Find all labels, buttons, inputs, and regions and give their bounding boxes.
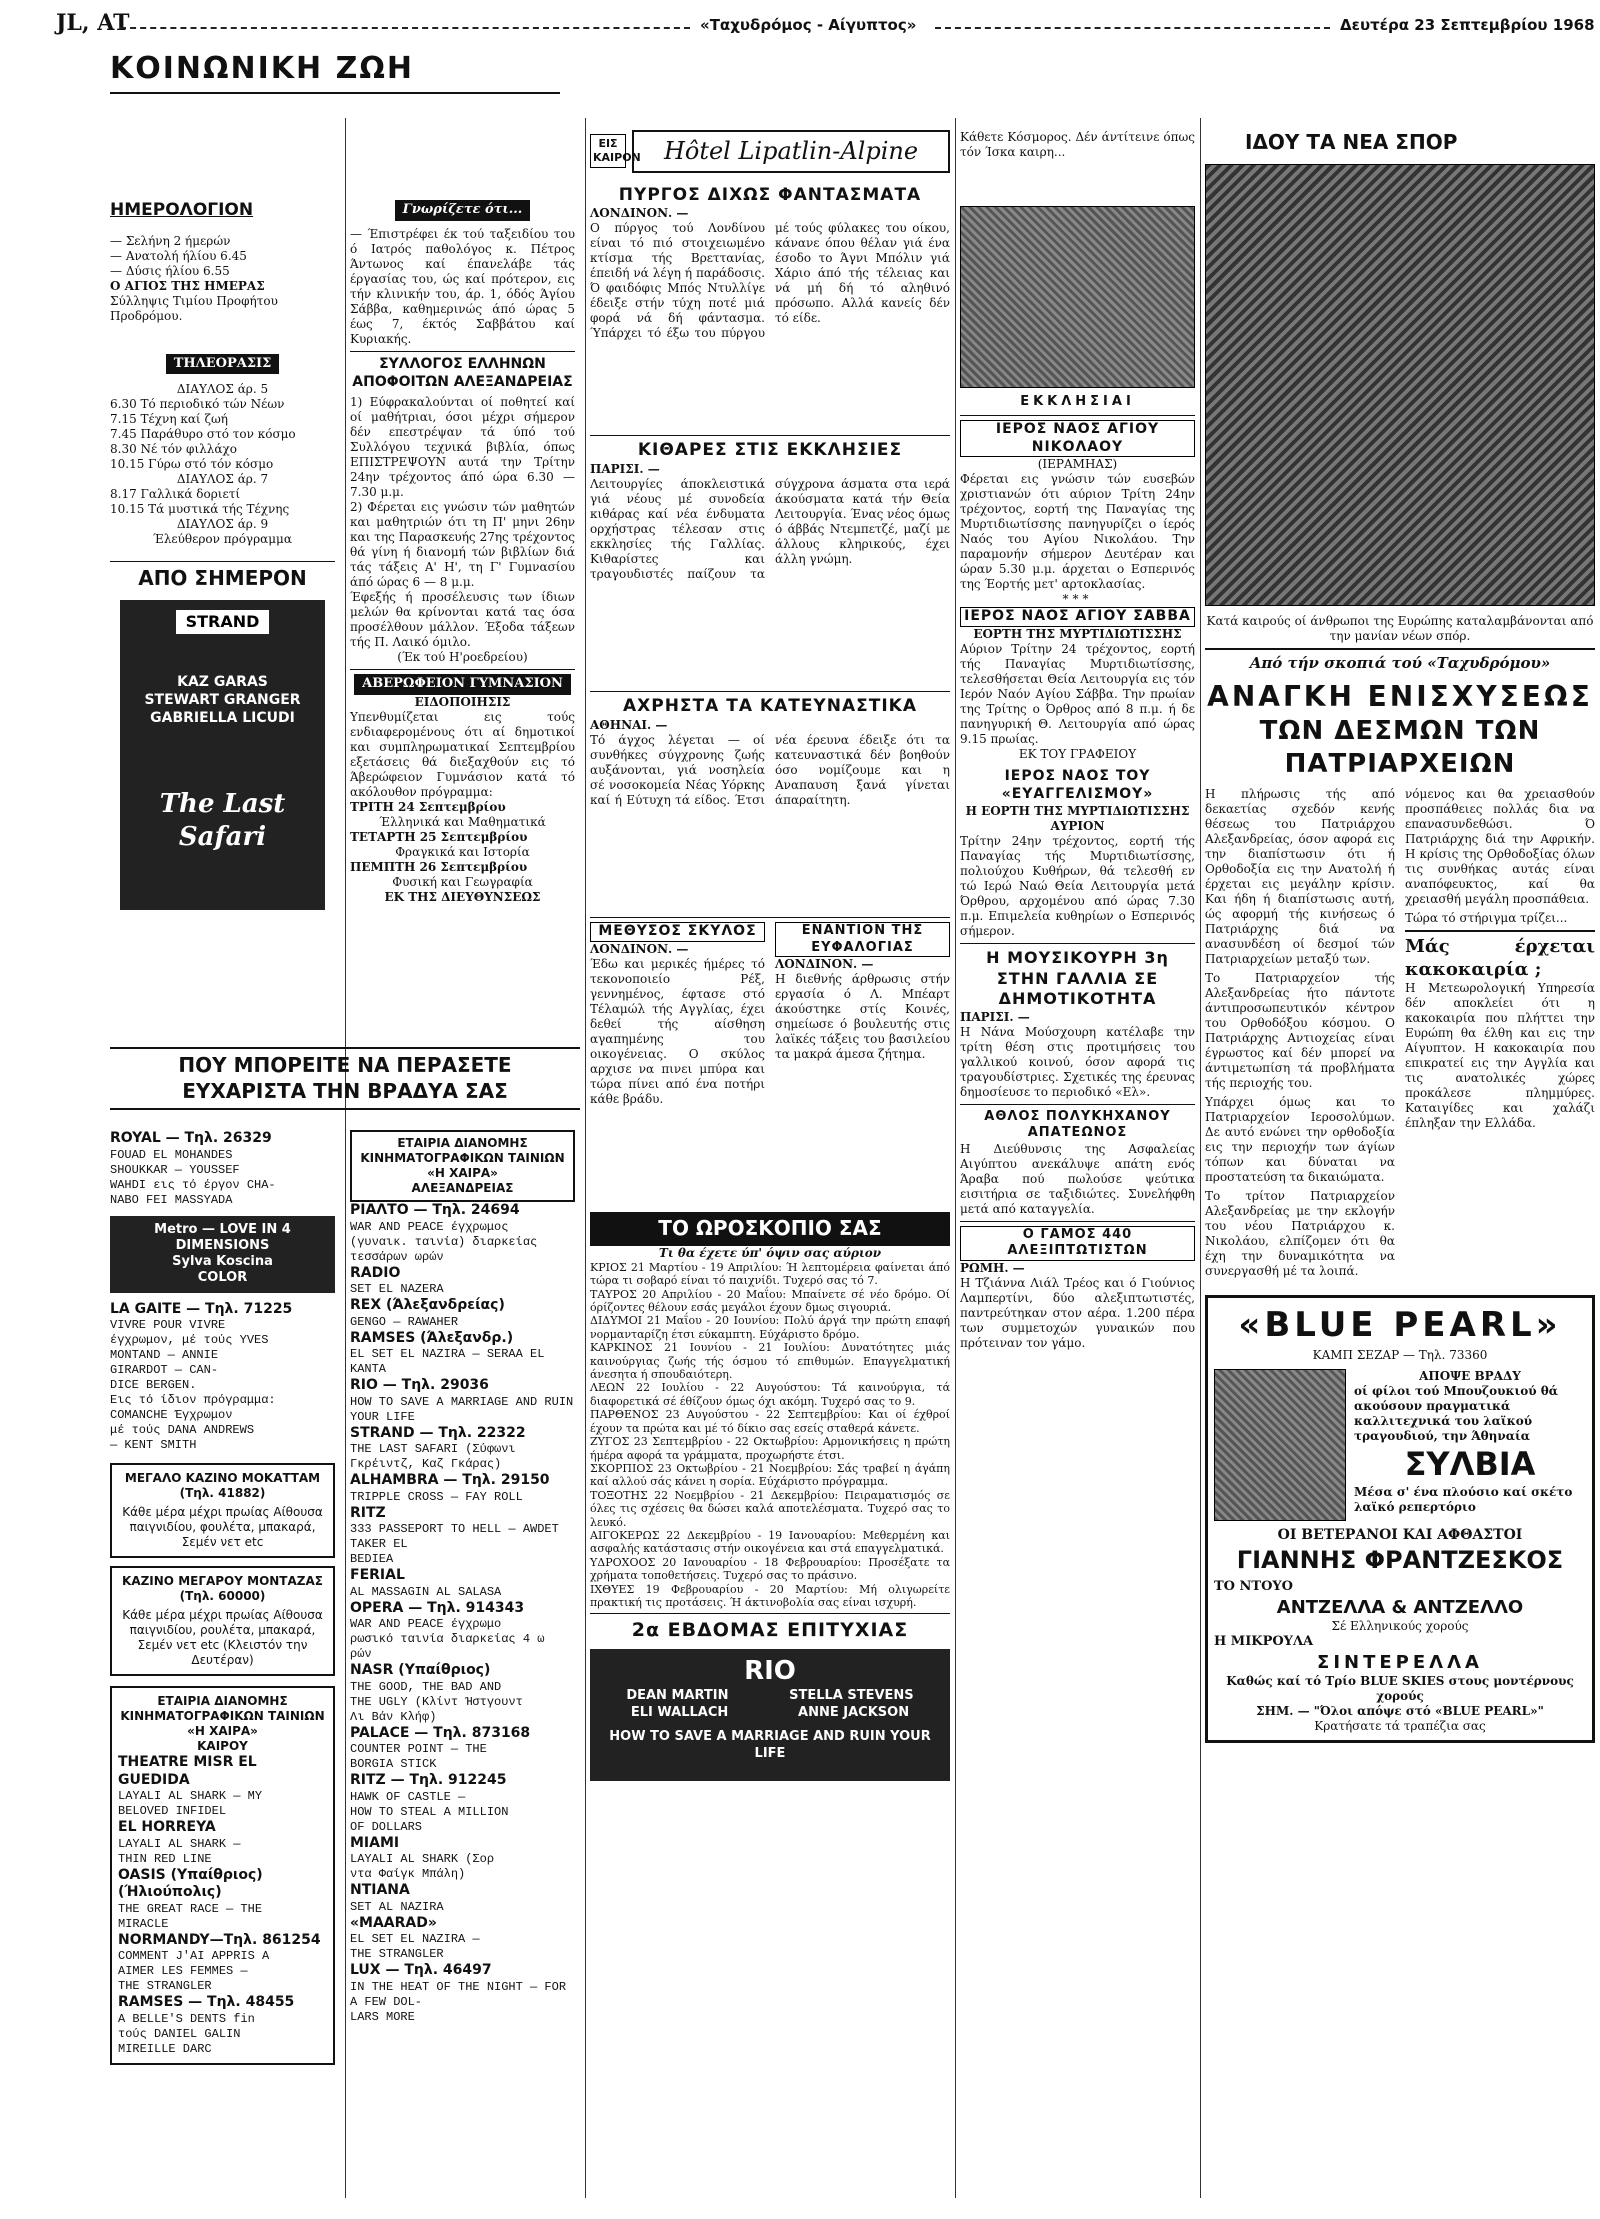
horoscope-sign: ΚΑΡΚΙΝΟΣ 21 Ιουνίου - 21 Ιουλίου: Δυνατότητες μιάς καινούργιας ζωής τής όσμου τό επιθυμών. Επαγγελματική άνεσητα ή σπουδαιότερη. xyxy=(590,1341,950,1382)
cinema-name: FERIAL xyxy=(350,1567,405,1583)
opinion-title: ΑΝΑΓΚΗ ΕΝΙΣΧΥΣΕΩΣ xyxy=(1207,679,1593,713)
duo-name: ΑΝΤΖΕΛΛΑ & ΑΝΤΖΕΛΛΟ xyxy=(1276,1596,1524,1618)
opinion-title: ΤΩΝ ΔΕΣΜΩΝ ΤΩΝ ΠΑΤΡΙΑΡΧΕΙΩΝ xyxy=(1259,715,1541,779)
article-dateline: ΛΟΝΔΙΝΟΝ. — xyxy=(590,941,689,956)
article-title: ΜΕΘΥΣΟΣ ΣΚΥΛΟΣ xyxy=(590,922,765,942)
horoscope-sign: ΥΔΡΟΧΟΟΣ 20 Ιανουαρίου - 18 Φεβρουαρίου: Προσέξατε τα χρήματα τοποθετήσεις. Τυχερό σας το πράσινο. xyxy=(590,1555,950,1583)
school-schedule: Φραγκικά και Ιστορία xyxy=(395,845,530,860)
tv-item: 6.30 Τό περιοδικό τών Νέων xyxy=(110,397,285,412)
calendar-line: Σύλληψις Τιμίου Προφήτου Προδρόμου. xyxy=(110,293,278,323)
cinema-line: COMMENT J'AI APPRIS A xyxy=(118,1949,270,1963)
cinema-name: STRAND — Τηλ. 22322 xyxy=(350,1424,526,1441)
church-title: ΙΕΡΟΣ ΝΑΟΣ ΤΟΥ «ΕΥΑΓΓΕΛΙΣΜΟΥ» xyxy=(1001,768,1154,803)
cinema-line: HOW TO SAVE A MARRIAGE AND RUIN YOUR LIFE xyxy=(350,1394,574,1424)
cinema-line: — KENT SMITH xyxy=(110,1438,197,1452)
column-divider xyxy=(345,118,346,2198)
cinema-line: MIRACLE xyxy=(118,1916,169,1931)
churches-heading: ΕΚΚΛΗΣΙΑΙ xyxy=(1020,394,1135,409)
cinema-line: EL SET EL NAZIRA — xyxy=(350,1932,480,1946)
horoscope-sign: ΔΙΔΥΜΟΙ 21 Μαΐου - 20 Ιουνίου: Πολύ άργά την πρώτη επαφή νορμανταρίζη έτσι εύκαμπτη. Εύχάριστο δρόμο. xyxy=(590,1314,950,1341)
casino-text: Κάθε μέρα μέχρι πρωίας Αίθουσα παιγνιδίου, φουλέτα, μπακαρά, Σεμέν νετ etc xyxy=(122,1505,323,1549)
opinion-paragraph: Το τρίτον Πατριαρχείον Αλεξανδρείας με την εκλογήν του νέου Πατριάρχου κ. Νικολάου, ελπίζομεν ότι θα έχη την δυναμικότητα να συνεργασθή μέ τα λοιπά. xyxy=(1205,1189,1395,1279)
club-veterans: ΟΙ ΒΕΤΕΡΑΝΟΙ ΚΑΙ ΑΦΘΑΣΤΟΙ xyxy=(1277,1526,1523,1543)
alumni-p2: 2) Φέρεται εις γνώσιν τών μαθητών και μαθητριών ότι τη Π' μηνι 26ην και της Παρασκευής 27ης τρέχοντος θά γίνη ή διανομή τών βιβλίων διά τάς τάξεις Α' Η', τη Γ' Γυμνασίου άπό ώρας 6 — 8 μ.μ. xyxy=(350,500,575,590)
cinema-name: RIO — Τηλ. 29036 xyxy=(350,1377,489,1393)
article-title: ΚΙΘΑΡΕΣ ΣΤΙΣ ΕΚΚΛΗΣΙΕΣ xyxy=(637,440,903,461)
blue-pearl-ad xyxy=(1205,1295,1595,1742)
cinema-name: ALHAMBRA — Τηλ. 29150 xyxy=(350,1472,550,1488)
rio-poster xyxy=(590,1649,950,1781)
column-divider xyxy=(585,118,586,2198)
opinion-label: Από τήν σκοπιά τού «Ταχυδρόμου» xyxy=(1249,653,1551,672)
cinema-list-left xyxy=(110,1130,335,2065)
casino-phone: (Τηλ. 41882) xyxy=(179,1486,266,1500)
metro-ad xyxy=(110,1216,335,1293)
cinema-name: LUX — Τηλ. 46497 xyxy=(350,1962,492,1978)
cinema-line: FOUAD EL MOHANDES xyxy=(110,1147,233,1162)
club-tonight: ΑΠΟΨΕ ΒΡΑΔΥ xyxy=(1419,1368,1521,1383)
column-four: Κάθετε Κόσμορος. Δέν άντίτεινε όπως τόν Ίσκα καιρη... ΕΚΚΛΗΣΙΑΙ ΙΕΡΟΣ ΝΑΟΣ ΑΓΙΟΥ ΝΙΚΟΛΑΟΥ (ΙΕΡΑΜΗΑΣ) Φέρεται εις γνώσιν τών ευσεβών χριστιανών ότι αύριον Τρίτη 24ην τρέχοντος, εορτή της Παναγίας της Μυρτιδιωτίσσης πανηγυρίζει ο ίερός Ναός του Αγίου Νικολάου. Την παραμονήν σήμερον Δευτέραν και ώραν 5.30 μ.μ. άρχεται ο Εσπερινός της Έορτής μετ' αρτοκλασίας. *** ΙΕΡΟΣ ΝΑΟΣ ΑΓΙΟΥ ΣΑΒΒΑ ΕΟΡΤΗ ΤΗΣ ΜΥΡΤΙΔΙΩΤΙΣΣΗΣ Αύριον Τρίτην 24 τρέχοντος, εορτή τής Παναγίας Μυρτιδιωτίσσης, τελεσθήσεται Θεία Λειτουργία εις τόν Ιερόν Ναόν Αγίου Σάββα. Την πρωίαν της Τρίτης ο Όρθρος από 8 π.μ. ή δε πανηγυρική Θ. Λειτουργία από ώρας 9.15 πρωίας. ΕΚ ΤΟΥ ΓΡΑΦΕΙΟΥ ΙΕΡΟΣ ΝΑΟΣ ΤΟΥ «ΕΥΑΓΓΕΛΙΣΜΟΥ» Η ΕΟΡΤΗ ΤΗΣ ΜΥΡΤΙΔΙΩΤΙΣΣΗΣ ΑΥΡΙΟΝ Τρίτην 24ην τρέχοντος, εορτή τής Παναγίας τής Μυρτιδιωτίσσης, πολιούχου Κυθήρων, θά τελεσθή εν τώ Ιερώ Ναώ Θεία Λειτουργία μετά Όρθρου, αρχομένου από ώρας 7.30 π.μ. Επιμελεία κυθηρίων ο Εσπερινός σήμερον. Η ΜΟΥΣΙΚΟΥΡΗ 3η ΣΤΗΝ ΓΑΛΛΙΑ ΣΕ ΔΗΜΟΤΙΚΟΤΗΤΑ ΠΑΡΙΣΙ. — Η Νάνα Μούσχουρη κατέλαβε την τρίτη θέση στις προτιμήσεις του γαλλικού κοινού, όσον αφορά τις τραγουδίστριες. Σχετικές της έρευνας δημοσίευσε το περιοδικό «Ελ». ΑΘΛΟΣ ΠΟΛΥΚΗΧΑΝΟΥ ΑΠΑΤΕΩΝΟΣ Η Διεύθυνσις της Ασφαλείας Αιγύπτου ανεκάλυψε απάτη ενός Άραβα πού πωλούσε ψεύτικα εισιτήρια σε ταξιδιώτες. Συνελήφθη μετά από καταγγελία. Ο ΓΑΜΟΣ 440 ΑΛΕΞΙΠΤΩΤΙΣΤΩΝ ΡΩΜΗ. — Η Τζιάννα Λιάλ Τρέος και ό Γιούνιος Λαμπερτίνι, δύο αλεξιπτωτιστές, παντρεύτηκαν στον αέρα. 1.200 πέρα των συμμετοχών γυναικών που πρότειναν τον γάμο. xyxy=(960,130,1195,1351)
tv-note: Έλεύθερον πρόγραμμα xyxy=(153,532,292,547)
cinema-line: BEDIEA xyxy=(350,1552,394,1566)
calendar-line: — Σελήνη 2 ήμερών xyxy=(110,233,231,248)
poster-cast: GABRIELLA LICUDI xyxy=(150,710,295,727)
church-illustration xyxy=(960,206,1195,388)
article-title: Η ΜΟΥΣΙΚΟΥΡΗ 3η ΣΤΗΝ ΓΑΛΛΙΑ ΣΕ ΔΗΜΟΤΙΚΟΤΗΤΑ xyxy=(986,948,1169,1009)
sports-title: ΙΔΟΥ ΤΑ ΝΕΑ ΣΠΟΡ xyxy=(1245,130,1458,154)
horoscope-title: ΤΟ ΩΡΟΣΚΟΠΙΟ ΣΑΣ xyxy=(590,1212,950,1246)
cinema-line: WAHDI εις τό έργον CHA- xyxy=(110,1177,276,1192)
cinema-name: «MAARAD» xyxy=(350,1914,437,1931)
cinema-line: έγχρωμον, μέ τούς YVES xyxy=(110,1333,269,1347)
horoscope-sub: Τι θα έχετε ύπ' όψιν σας αύριον xyxy=(658,1245,882,1260)
article-dateline: ΛΟΝΔΙΝΟΝ. — xyxy=(590,206,689,221)
duo-label: ΤΟ ΝΤΟΥΟ xyxy=(1214,1579,1294,1595)
cinema-line: BORGIA STICK xyxy=(350,1757,437,1771)
opinion-paragraph: Το Πατριαρχείον τής Αλεξανδρείας ήτο πάντοτε άντιπροσωπευτικόν κέντρον του Ορθοδόξου κόσμου. Ο Πατριάρχης Αντιοχείας είναι έγρωστος καί δέν μπορεί να άντιμετωπίση τά προβλήματα τής περιοχής του. xyxy=(1205,971,1395,1091)
cinema-line: THIN RED LINE xyxy=(118,1851,212,1866)
cinema-line: GENGO — RAWAHER xyxy=(350,1314,459,1329)
article-title: ΑΘΛΟΣ ΠΟΛΥΚΗΧΑΝΟΥ ΑΠΑΤΕΩΝΟΣ xyxy=(984,1108,1171,1141)
masthead-rule-left xyxy=(120,27,690,29)
cinema-line: LARS MORE xyxy=(350,2009,415,2024)
horoscope-sign: ΠΑΡΘΕΝΟΣ 23 Αυγούστου - 22 Σεπτεμβρίου: Και οί έχθροί έχουν τα πρώτα και μέ τό δίκιο σας εσείς σταθερά κάνετε. xyxy=(590,1408,950,1435)
cinema-line: EL SET EL NAZIRA — SERAA EL KANTA xyxy=(350,1347,545,1376)
tv-channel: ΔΙΑΥΛΟΣ άρ. 9 xyxy=(176,517,269,532)
church-text: Αύριον Τρίτην 24 τρέχοντος, εορτή τής Παναγίας Μυρτιδιωτίσσης, τελεσθήσεται Θεία Λειτουργία εις τόν Ιερόν Ναόν Αγίου Σάββα. Την πρωίαν της Τρίτης ο Όρθρος από 8 π.μ. ή δε πανηγυρική Θ. Λειτουργία από ώρας 9.15 πρωίας. xyxy=(960,642,1195,747)
article-dateline: ΛΟΝΔΙΝΟΝ. — xyxy=(775,957,874,972)
week-title: 2α ΕΒΔΟΜΑΣ ΕΠΙΤΥΧΙΑΣ xyxy=(631,1619,909,1642)
rio-film: HOW TO SAVE A MARRIAGE AND RUIN YOUR LIFE xyxy=(609,1729,931,1761)
article-title: Ο ΓΑΜΟΣ 440 ΑΛΕΞΙΠΤΩΤΙΣΤΩΝ xyxy=(960,1226,1195,1261)
cinema-line: LAYALI AL SHARK — MY xyxy=(118,1789,263,1803)
tv-item: 7.15 Τέχνη καί ζωή xyxy=(110,412,228,427)
casino-text: Κάθε μέρα μέχρι πρωίας Αίθουσα παιγνιδίου, ρουλέτα, μπακαρά, Σεμέν νετ etc (Κλειστόν την Δευτέραν) xyxy=(122,1608,323,1667)
horoscope-sign: ΚΡΙΟΣ 21 Μαρτίου - 19 Απριλίου: Ή λεπτομέρεια φαίνεται άπό τώρα τι σοβαρό είναι τό παιχνίδι. Τυχερό σας τό 7. xyxy=(590,1260,950,1288)
cinema-line: LAYALI AL SHARK — xyxy=(118,1836,241,1851)
distribution-city: ΚΑΙΡΟΥ xyxy=(197,1739,248,1753)
cinema-line: MIREILLE DARC xyxy=(118,2041,212,2056)
school-schedule: ΤΡΙΤΗ 24 Σεπτεμβρίου xyxy=(350,800,506,815)
tv-item: 10.15 Τά μυστικά τής Τέχνης xyxy=(110,502,290,517)
cinema-name: ΝΤΙΑΝΑ xyxy=(350,1882,410,1898)
did-you-know-heading: Γνωρίζετε ότι... xyxy=(395,200,531,221)
school-schedule: Έλληνικά και Μαθηματικά xyxy=(379,815,546,830)
hotel-ad-banner: Hôtel Lipatlin-Alpine xyxy=(632,130,950,173)
church-signature: ΕΚ ΤΟΥ ΓΡΑΦΕΙΟΥ xyxy=(1018,747,1137,762)
cinema-line: THE UGLY (Κλίντ Ήστγουντ xyxy=(350,1694,523,1709)
cinema-name: OASIS (Υπαίθριος) (Ήλιούπολις) xyxy=(118,1866,263,1900)
calendar-heading: ΗΜΕΡΟΛΟΓΙΟΝ xyxy=(110,200,254,220)
opinion-paragraph: Υπάρχει όμως και το Πατριαρχείον Ιεροσολύμων. Δε αυτό ενώνει την ορθοδοξία εις την περιοχήν των άγίων τόπων και δύναται να προστατεύση τα δικαιώματα. xyxy=(1205,1095,1395,1185)
rio-star: STELLA STEVENS xyxy=(789,1687,914,1703)
school-schedule: ΠΕΜΠΤΗ 26 Σεπτεμβρίου xyxy=(350,860,528,875)
article-title: ΑΧΡΗΣΤΑ ΤΑ ΚΑΤΕΥΝΑΣΤΙΚΑ xyxy=(622,696,917,717)
lead-text: Κάθετε Κόσμορος. Δέν άντίτεινε όπως τόν Ίσκα καιρη... xyxy=(960,130,1195,159)
cinema-line: OF DOLLARS xyxy=(350,1819,423,1834)
article-body: Η Διεύθυνσις της Ασφαλείας Αιγύπτου ανεκάλυψε απάτη ενός Άραβα πού πωλούσε ψεύτικα εισιτήρια σε ταξιδιώτες. Συνελήφθη μετά από καταγγελία. xyxy=(960,1141,1195,1216)
metro-line: Sylva Koscina xyxy=(172,1254,273,1269)
rio-star: ELI WALLACH xyxy=(630,1704,729,1720)
cinema-line: COUNTER POINT — THE xyxy=(350,1742,487,1756)
tv-item: 8.30 Νέ τόν φιλλάχο xyxy=(110,442,237,457)
distribution-heading: ΕΤΑΙΡΙΑ ΔΙΑΝΟΜΗΣ ΚΙΝΗΜΑΤΟΓΡΑΦΙΚΩΝ ΤΑΙΝΙΩΝ «Η ΧΑΙΡΑ» xyxy=(120,1694,325,1738)
horoscope-sign: ΤΟΞΟΤΗΣ 22 Νοεμβρίου - 21 Δεκεμβρίου: Πειραματισμός σε όλες τις σχέσεις θα δώσει καλά αποτελέσματα. Τυχερό σας το λευκό. xyxy=(590,1488,950,1529)
cinema-line: ντα Φαίγκ Μπάλη) xyxy=(350,1867,466,1881)
article-body: Τό άγχος λέγεται — οί συνθήκες σύγχρονης ζωής αυξάνονται, γιά νοσηλεία σέ νοσοκομεία Νέας Υόρκης καί ή Εύτυχη τά είδος. Έτσι νέα έρευνα έδειξε ότι τα κατευναστικά δέν βοηθούν όσο νομίζουμε και η Αναπαυση ξανά γίνεται άπαραίτητη. xyxy=(590,732,950,807)
did-you-know-text: — Έπιστρέφει έκ τού ταξειδίου του ό Ιατρός παθολόγος κ. Πέτρος Άντωνος καί έπανελάβε τάς έργασίας του, ώς καί πρότερον, εις τήν κλινικήν του, άρ. 1, όδός Άγίου Σάββα, καθημερινώς άπό ώρας 5 έως 7, έκτός Σαββάτου καί Κυριακής. xyxy=(350,226,575,346)
club-reserve: Κρατήσατε τά τραπέζια σας xyxy=(1314,1718,1486,1733)
cinema-line: TRIPPLE CROSS — FAY ROLL xyxy=(350,1489,523,1504)
calendar-block xyxy=(110,200,335,910)
school-heading: ΑΒΕΡΩΦΕΙΟΝ ΓΥΜΝΑΣΙΟΝ xyxy=(354,674,571,695)
calendar-line: Ο ΑΓΙΟΣ ΤΗΣ ΗΜΕΡΑΣ xyxy=(110,278,265,293)
cinema-line: Λι Βάν Κλήφ) xyxy=(350,1709,437,1724)
opinion-paragraph: Η πλήρωσις τής από δεκαετίας σχεδόν κενής θέσεως του Πατριάρχου Αλεξανδρείας, όσον αφορά εις την διαπίστωσιν ότι ή Ορθοδοξία εις την Ανατολή ή έρχεται εις μεγάλην κρίσιν. Και ήδη ή διαπίστωσις αυτή, ώς αφορμή τής κινήσεως ό Πατριάρχης διά να ανασυνδέση οί δεσμοί τών Πατριαρχείων μεταξύ των. xyxy=(1205,787,1395,967)
club-note: ΣΗΜ. — "Όλοι απόψε στό «BLUE PEARL»" xyxy=(1256,1703,1544,1718)
cinema-line: (γυναικ. ταινία) διαρκείας xyxy=(350,1234,538,1249)
article-dateline: ΡΩΜΗ. — xyxy=(960,1261,1025,1276)
church-text: Φέρεται εις γνώσιν τών ευσεβών χριστιανών ότι αύριον Τρίτη 24ην τρέχοντος, εορτή της Παναγίας της Μυρτιδιωτίσσης πανηγυρίζει ο ίερός Ναός του Αγίου Νικολάου. Την παραμονήν σήμερον Δευτέραν και ώραν 5.30 μ.μ. άρχεται ο Εσπερινός της Έορτής μετ' αρτοκλασίας. xyxy=(960,472,1195,592)
cinema-name: RAMSES (Άλεξανδρ.) xyxy=(350,1329,514,1346)
tv-item: 8.17 Γαλλικά δοριετί xyxy=(110,487,241,502)
singer-photo xyxy=(1214,1369,1346,1521)
cinema-line: DICE BERGEN. xyxy=(110,1378,197,1392)
school-signature: ΕΚ ΤΗΣ ΔΙΕΥΘΥΝΣΕΩΣ xyxy=(384,890,541,905)
duo-note: Σέ Ελληνικούς χορούς xyxy=(1331,1618,1469,1633)
school-text: Υπενθυμίζεται εις τούς ενδιαφερομένους ότι αί δημοτικοί και συμπληρωματικαί Σεπτεμβρίου εξετάσεις θά διεξαχθούν εις τό Άβερώφειον Γυμνάσιον κατά τό ακόλουθον πρόγραμμα: xyxy=(350,710,575,800)
banner-line1: ΠΟΥ ΜΠΟΡΕΙΤΕ ΝΑ ΠΕΡΑΣΕΤΕ xyxy=(178,1053,512,1077)
church-title: ΙΕΡΟΣ ΝΑΟΣ ΑΓΙΟΥ ΣΑΒΒΑ xyxy=(960,607,1195,627)
cinema-name: THEATRE MISR EL GUEDIDA xyxy=(118,1754,257,1788)
cinema-name: RITZ xyxy=(350,1504,386,1521)
cinema-line: THE LAST SAFARI (Σύφωνι Γκρέιντζ, Καζ Γκάρας) xyxy=(350,1442,516,1471)
casino-heading: ΜΕΓΑΛΟ ΚΑΖΙΝΟ ΜΟΚΑΤΤΑΜ xyxy=(124,1471,321,1485)
article-body: Λειτουργίες άποκλειστικά γιά νέους μέ συνοδεία κιθάρας καί νέα ένδυματα ορχήστρας τέλεσαν στις εκκλησίες τής Γαλλίας. Κιθαρίστες και τραγουδιστές παίζουν τα σύγχρονα άσματα στα ιερά άκούσματα κατά τήν Θεία Λειτουργία. Ένας νέος όμως ό άββάς Ντεμπετζέ, μαζί με άλλους κληρικούς, έχει άλλη γνώμη. xyxy=(590,477,950,582)
casino-mokattam-ad xyxy=(110,1463,335,1558)
singer-note: Μέσα σ' ένα πλούσιο καί σκέτο λαϊκό ρεπερτόριο xyxy=(1354,1484,1573,1514)
cinema-line: ρωσικό ταινία διαρκείας 4 ω xyxy=(350,1632,545,1646)
hotel-ad-side: ΕΙΣ ΚΑΙΡΟΝ xyxy=(590,134,626,168)
cinema-line: 333 PASSEPORT TO HELL — AWDET TAKER EL xyxy=(350,1522,559,1551)
article-body: Η διεθνής άρθρωσις στήν εργασία ό Λ. Μπέαρτ άκούστηκε στίς Κοινές, σημείωσε ό βουλευτής στις λαϊκές τάξεις του βασιλείου τα μακρά άμεσα ζήτημα. xyxy=(775,972,950,1062)
cinema-line: AL MASSAGIN AL SALASA xyxy=(350,1584,502,1599)
masthead-date: Δευτέρα 23 Σεπτεμβρίου 1968 xyxy=(1340,16,1595,34)
small-label: Η ΜΙΚΡΟΥΛΑ xyxy=(1214,1633,1314,1649)
weather-text: Η Μετεωρολογική Υπηρεσία δέν αποκλείει ότι η κακοκαιρία που πλήττει την Ευρώπη θα έλθη και εις την Αίγυπτον. Η κακοκαιρία που επικρατεί εις την Αγγλία και τις ανατολικές χώρες προκάλεσε πλημμύρες. Καταιγίδες και χαλάζι έπληξαν την Ελλάδα. xyxy=(1405,981,1595,1131)
calendar-line: — Ανατολή ήλίου 6.45 xyxy=(110,248,247,263)
church-sub: ΕΟΡΤΗ ΤΗΣ ΜΥΡΤΙΔΙΩΤΙΣΣΗΣ xyxy=(973,627,1182,642)
cinema-line: τούς DANIEL GALIN xyxy=(118,2026,241,2041)
cinema-line: GIRARDOT — CAN- xyxy=(110,1363,219,1377)
church-sub: (ΙΕΡΑΜΗΑΣ) xyxy=(1037,457,1118,472)
cinema-name: REX (Άλεξανδρείας) xyxy=(350,1297,505,1313)
singer-name: ΣΥΛΒΙΑ xyxy=(1404,1444,1536,1483)
horoscope-sign: ΛΕΩΝ 22 Ιουλίου - 22 Αυγούστου: Τά καινούργια, τά διαφορετικά σέ έθίζουν όμως όχι ακόμη. Τυχερό σας το 9. xyxy=(590,1381,950,1408)
column-five xyxy=(1205,130,1595,1743)
school-schedule: Φυσική και Γεωγραφία xyxy=(392,875,533,890)
small-name: ΣΙΝΤΕΡΕΛΛΑ xyxy=(1317,1651,1483,1673)
distribution-city: ΑΛΕΞΑΝΔΡΕΙΑΣ xyxy=(411,1181,514,1195)
calendar-line: — Δύσις ήλίου 6.55 xyxy=(110,263,230,278)
poster-film: The Last Safari xyxy=(159,789,286,853)
opinion-tail: Τώρα τό στήριγμα τρίζει... xyxy=(1405,911,1568,926)
horoscope-sign: ΖΥΓΟΣ 23 Σεπτεμβρίου - 22 Οκτωβρίου: Αρμονικήσεις η πρώτη ήμέρα αφορά τα γράμματα, προχωρήστε έτσι. xyxy=(590,1435,950,1462)
banner-line2: ΕΥΧΑΡΙΣΤΑ ΤΗΝ ΒΡΑΔΥΑ ΣΑΣ xyxy=(182,1078,508,1103)
church-text: Τρίτην 24ην τρέχοντος, εορτή τής Παναγίας τής Μυρτιδιωτίσσης, πολιούχου Κυθήρων, θά τελεσθή εν τώ Ιερώ Ναώ Θεία Λειτουργία μετά Όρθρου, αρχομένου από ώρας 7.30 π.μ. Επιμελεία κυθηρίων ο Εσπερινός σήμερον. xyxy=(960,834,1195,939)
masthead-rule-right xyxy=(935,27,1330,29)
school-sub: ΕΙΔΟΠΟΙΗΣΙΣ xyxy=(414,695,511,710)
poster-cast: KAZ GARAS xyxy=(177,674,268,691)
cinema-name: LA GAITE — Τηλ. 71225 xyxy=(110,1300,293,1317)
article-dateline: ΠΑΡΙΣΙ. — xyxy=(960,1009,1030,1024)
masthead-title: «Ταχυδρόμος - Αίγυπτος» xyxy=(700,16,917,34)
cinema-line: μέ τούς DANA ANDREWS xyxy=(110,1423,255,1437)
tv-item: 7.45 Παράθυρο στό τον κόσμο xyxy=(110,427,296,442)
cinema-line: SET AL NAZIRA xyxy=(350,1899,444,1914)
evening-banner xyxy=(110,1043,580,1114)
cinema-line: AIMER LES FEMMES — xyxy=(118,1964,248,1978)
club-intro: οί φίλοι τού Μπουζουκιού θά ακούσουν πραγματικά καλλιτεχνικά του λαϊκού τραγουδιού, την Άθηναία xyxy=(1354,1383,1559,1443)
weather-title: Μάς έρχεται κακοκαιρία ; xyxy=(1405,936,1595,980)
cinema-line: SHOUKKAR — YOUSSEF xyxy=(110,1162,240,1177)
article-title: ΕΝΑΝΤΙΟΝ ΤΗΣ ΕΥΦΑΛΟΓΙΑΣ xyxy=(775,922,950,957)
cinema-line: A BELLE'S DENTS fin xyxy=(118,2011,255,2026)
church-sub: Η ΕΟΡΤΗ ΤΗΣ ΜΥΡΤΙΔΙΩΤΙΣΣΗΣ ΑΥΡΙΟΝ xyxy=(965,804,1190,834)
distribution-alex-heading-box xyxy=(350,1130,575,1202)
article-title: ΠΥΡΓΟΣ ΔΙΧΩΣ ΦΑΝΤΑΣΜΑΤΑ xyxy=(618,184,922,205)
tv-channel: ΔΙΑΥΛΟΣ άρ. 7 xyxy=(176,472,269,487)
cinema-name: NASR (Υπαίθριος) xyxy=(350,1662,491,1678)
tv-heading: ΤΗΛΕΟΡΑΣΙΣ xyxy=(166,354,280,375)
cinema-line: τεσσάρων ωρών xyxy=(350,1249,444,1264)
opinion-paragraph: νόμενος και θα χρειασθούν προσπάθειες πολλάς δια να επανασυνδεθώσι. Ό Πατριάρχης διά την Αφρικήν. Η κρίσις της Ορθοδοξίας όλων τις συνθήκας αυτάς είναι αναπόφευκτος, καί θα χρειασθή μεγάλη προσπάθεια. xyxy=(1405,787,1595,907)
cinema-line: IN THE HEAT OF THE NIGHT — FOR A FEW DOL- xyxy=(350,1979,567,2009)
alumni-p3: Έφεξής ή προσέλευσις των ίδιων μελών θα κρίνονται κατά τας όσα προσέλθουν μάλλον. Έξοδα τάξεων τής Π. Λαικό όμιλο. xyxy=(350,590,575,650)
poster-cast: STEWART GRANGER xyxy=(144,692,301,709)
section-title: ΚΟΙΝΩΝΙΚΗ ΖΩΗ xyxy=(110,51,414,86)
cinema-list-alexandria xyxy=(350,1130,575,2025)
club-address: ΚΑΜΠ ΣΕΖΑΡ — Τηλ. 73360 xyxy=(1312,1347,1488,1362)
article-body: Η Τζιάννα Λιάλ Τρέος και ό Γιούνιος Λαμπερτίνι, δύο αλεξιπτωτιστές, παντρεύτηκαν στον αέρα. 1.200 πέρα των συμμετοχών γυναικών που πρότειναν τον γάμο. xyxy=(960,1276,1195,1351)
cinema-line: THE GOOD, THE BAD AND xyxy=(350,1679,502,1694)
casino-heading: ΚΑΖΙΝΟ ΜΕΓΑΡΟΥ ΜΟΝΤΑΖΑΣ xyxy=(122,1574,323,1588)
column-three xyxy=(590,130,950,1781)
school-schedule: ΤΕΤΑΡΤΗ 25 Σεπτεμβρίου xyxy=(350,830,528,845)
church-title: ΙΕΡΟΣ ΝΑΟΣ ΑΓΙΟΥ ΝΙΚΟΛΑΟΥ xyxy=(960,420,1195,458)
cinema-name: RADIO xyxy=(350,1264,401,1281)
cinema-line: NABO FEI MASSYADA xyxy=(110,1192,233,1207)
article-body: Η Νάνα Μούσχουρη κατέλαβε την τρίτη θέση στις προτιμήσεις του γαλλικού κοινού, όσον αφορά τις τραγουδίστριες. Σχετικές της έρευνας δημοσίευσε το περιοδικό «Ελ». xyxy=(960,1024,1195,1099)
trio-line: Καθώς καί τό Τρίο BLUE SKIES στους μοντέρνους χορούς xyxy=(1226,1673,1574,1703)
cinema-line: MONTAND — ANNIE xyxy=(110,1348,219,1362)
cinema-name: OPERA — Τηλ. 914343 xyxy=(350,1599,525,1616)
cinema-name: RAMSES — Τηλ. 48455 xyxy=(118,1994,295,2010)
cinema-line: HOW TO STEAL A MILLION xyxy=(350,1804,509,1819)
cinema-name: MIAMI xyxy=(350,1834,400,1851)
cinema-name: NORMANDY—Τηλ. 861254 xyxy=(118,1931,321,1948)
cinema-line: COMANCHE Έγχρωμον xyxy=(110,1408,233,1422)
casino-phone: (Τηλ. 60000) xyxy=(179,1589,266,1603)
alumni-heading: ΣΥΛΛΟΓΟΣ ΕΛΛΗΝΩΝ ΑΠΟΦΟΙΤΩΝ ΑΛΕΞΑΝΔΡΕΙΑΣ xyxy=(352,355,573,390)
metro-title: Metro — LOVE IN 4 DIMENSIONS xyxy=(154,1221,291,1253)
notices-column xyxy=(350,200,575,905)
cinema-name: RITZ — Τηλ. 912245 xyxy=(350,1772,507,1788)
cinema-line: LAYALI AL SHARK (Σορ xyxy=(350,1852,495,1866)
rio-star: ANNE JACKSON xyxy=(798,1704,910,1720)
cinema-name: ΡΙΑΛΤΟ — Τηλ. 24694 xyxy=(350,1202,520,1218)
cinema-line: WAR AND PEACE έγχρωμος xyxy=(350,1219,509,1234)
poster-cinema: STRAND xyxy=(176,610,270,634)
cinema-line: THE STRANGLER xyxy=(350,1947,444,1961)
column-divider xyxy=(955,118,956,2198)
horoscope-sign: ΤΑΥΡΟΣ 20 Απριλίου - 20 Μαΐου: Μπαίνετε σέ νέο δρόμο. Οί όρίζοντες θέλουν εσάς μεγάλοι έχουν δμως σιγουριά. xyxy=(590,1287,950,1315)
masthead xyxy=(0,6,1600,46)
article-body: Έδω και μερικές ήμέρες τό τεκονοποιείο Ρέξ, γεννημένος, έφτασε στό Τέλαμώλ τής Αγγλίας, έχει δεθεί τής αίσθηση αγαπημένης του οικογένειας. Ο σκύλος αρχισε να πινει μπύρα και τώρα πίνει από ένα ποτήρι κάθε βράδυ. xyxy=(590,956,765,1106)
horoscope-sign: ΣΚΟΡΠΙΟΣ 23 Οκτωβρίου - 21 Νοεμβρίου: Σάς τραβεί η άγάπη καί αλλού σάς κάνει η σορία. Εύχάριστο πρόγραμμα. xyxy=(590,1461,950,1489)
cinema-name: PALACE — Τηλ. 873168 xyxy=(350,1724,531,1741)
cinema-line: Εις τό ίδιον πρόγραμμα: xyxy=(110,1393,276,1407)
rio-star: DEAN MARTIN xyxy=(626,1687,729,1703)
horoscope-sign: ΑΙΓΟΚΕΡΩΣ 22 Δεκεμβρίου - 19 Ιανουαρίου: Μεθερμένη και ασφαλής κατάστασις στήν οικογένεια και στά επαγγελματικά. xyxy=(590,1528,950,1556)
cinema-line: WAR AND PEACE έγχρωμο xyxy=(350,1617,502,1631)
sports-photo xyxy=(1205,164,1595,606)
horoscope-list xyxy=(590,1261,950,1610)
cinema-name: EL HORREYA xyxy=(118,1819,216,1835)
club-name: «BLUE PEARL» xyxy=(1238,1305,1562,1346)
masthead-mark: JL, AT xyxy=(56,10,130,36)
rio-name: RIO xyxy=(744,1655,796,1686)
cinema-line: THE STRANGLER xyxy=(118,1979,212,1993)
casino-montaza-ad xyxy=(110,1566,335,1676)
alumni-p1: 1) Εύφρακαλούνται οί ποθητεί καί οί μαθήτριαι, όσοι μέχρι σήμερον δέν επεστρέψαν τά ύπό τού Συλλόγου τεχνικά βιβλία, όπως ΕΠΙΣΤΡΕΨΟΥΝ αυτά την Τρίτην 24ην τρέχοντος άπό ώρα 6.30 — 7.30 μ.μ. xyxy=(350,395,575,500)
sports-caption: Κατά καιρούς οί άνθρωποι της Ευρώπης καταλαμβάνονται από την μανίαν νέων σπόρ. xyxy=(1206,613,1594,643)
article-dateline: ΑΘΗΝΑΙ. — xyxy=(590,717,668,732)
club-star: ΓΙΑΝΝΗΣ ΦΡΑΝΤΖΕΣΚΟΣ xyxy=(1236,1545,1564,1574)
tv-item: 10.15 Γύρω στό τόν κόσμο xyxy=(110,457,274,472)
alumni-signature: (Έκ τού Η'ροεδρείου) xyxy=(397,650,528,665)
distribution-cairo-box xyxy=(110,1686,335,2065)
cinema-line: VIVRE POUR VIVRE xyxy=(110,1318,226,1332)
metro-line: COLOR xyxy=(197,1270,248,1286)
cinema-line: THE GREAT RACE — THE xyxy=(118,1901,263,1916)
from-today-heading: ΑΠΟ ΣΗΜΕΡΟΝ xyxy=(138,566,307,591)
article-dateline: ΠΑΡΙΣΙ. — xyxy=(590,462,660,477)
tv-channel: ΔΙΑΥΛΟΣ άρ. 5 xyxy=(176,382,269,397)
strand-poster xyxy=(120,600,325,910)
distribution-heading: ΕΤΑΙΡΙΑ ΔΙΑΝΟΜΗΣ ΚΙΝΗΜΑΤΟΓΡΑΦΙΚΩΝ ΤΑΙΝΙΩΝ «Η ΧΑΙΡΑ» xyxy=(360,1136,565,1180)
cinema-name: ROYAL — Τηλ. 26329 xyxy=(110,1130,272,1146)
article-body: Ο πύργος τού Λονδίνου είναι τό πιό στοιχειωμένο κτίσμα τής Βρεττανίας, έπειδή νά λέγη ή παράδοσις. Ό φαιδόφις Μπός Ντυλλίγε έδειξε στήν τύχη ποτέ μιά φορά νά δή φάντασμα. Ύπάρχει τό έξω του πύργου μέ τούς φύλακες του οίκου, κάνανε όπου θέλαν γιά ένα έσοδο το Άγνι Μπόλιν γιά Χάριο άπό τής τέλειας και νά μή δή τό αληθινό πρόσωπο. Αλλά κανείς δέν τό είδε. xyxy=(590,221,950,341)
horoscope-sign: ΙΧΘΥΕΣ 19 Φεβρουαρίου - 20 Μαρτίου: Μή ολιγωρείτε πρακτική τις προτάσεις. Ή άκτινοβολία σας είναι ισχυρή. xyxy=(590,1582,950,1609)
cinema-line: HAWK OF CASTLE — xyxy=(350,1789,466,1804)
cinema-line: SET EL NAZERA xyxy=(350,1282,444,1296)
cinema-line: ρών xyxy=(350,1647,372,1661)
column-divider xyxy=(1200,118,1201,2198)
cinema-line: BELOVED INFIDEL xyxy=(118,1804,227,1818)
